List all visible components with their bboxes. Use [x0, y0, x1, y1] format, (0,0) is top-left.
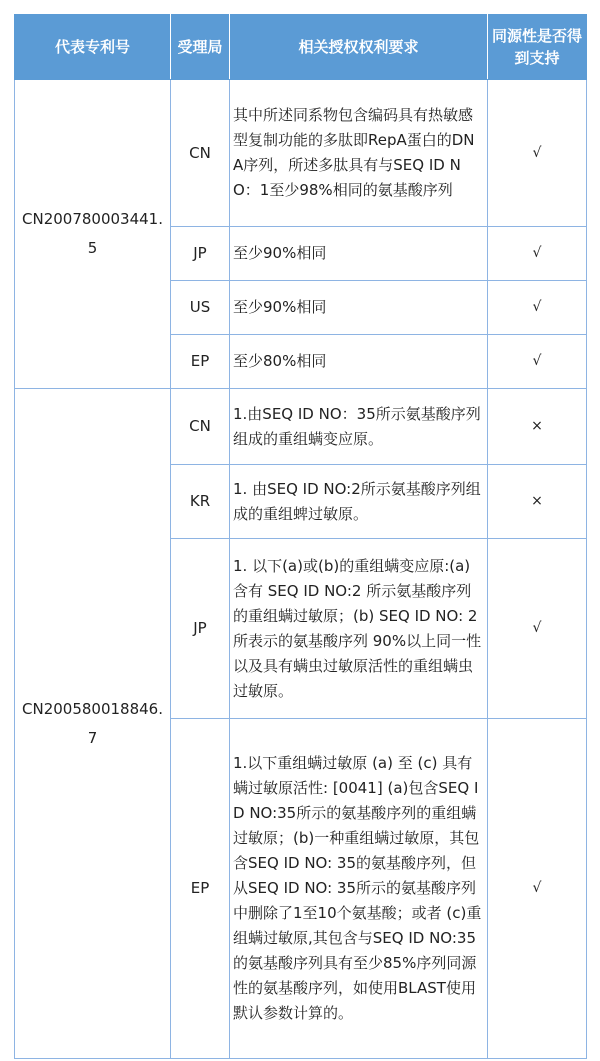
office-cell: EP [171, 335, 230, 389]
support-cell: √ [488, 80, 587, 227]
claim-cell: 至少80%相同 [230, 335, 488, 389]
office-cell: CN [171, 80, 230, 227]
support-cell: × [488, 389, 587, 465]
office-cell: EP [171, 719, 230, 1059]
patent-number-cell: CN200580018846.7 [15, 389, 171, 1059]
claim-cell: 1.由SEQ ID NO：35所示氨基酸序列组成的重组螨变应原。 [230, 389, 488, 465]
support-cell: √ [488, 335, 587, 389]
patent-comparison-table [14, 14, 587, 1059]
claim-cell: 至少90%相同 [230, 281, 488, 335]
header-row [15, 15, 587, 80]
office-cell: US [171, 281, 230, 335]
claim-cell: 至少90%相同 [230, 227, 488, 281]
office-cell: CN [171, 389, 230, 465]
support-cell: × [488, 465, 587, 539]
table-row [15, 80, 587, 227]
table-body [15, 80, 587, 1059]
table-header [15, 15, 587, 80]
patent-number-cell: CN200780003441.5 [15, 80, 171, 389]
support-cell: √ [488, 719, 587, 1059]
office-cell: JP [171, 539, 230, 719]
header-patent-number: 代表专利号 [15, 15, 171, 80]
support-cell: √ [488, 281, 587, 335]
support-cell: √ [488, 539, 587, 719]
claim-cell: 其中所述同系物包含编码具有热敏感型复制功能的多肽即RepA蛋白的DNA序列，所述多肽具有与SEQ ID NO：1至少98%相同的氨基酸序列 [230, 80, 488, 227]
header-office: 受理局 [171, 15, 230, 80]
claim-cell: 1.以下重组螨过敏原 (a) 至 (c) 具有螨过敏原活性: [0041] (a)包含SEQ ID NO:35所示的氨基酸序列的重组螨过敏原；(b)一种重组螨过敏原，其包含SEQ ID NO: 35的氨基酸序列，但从SEQ ID NO: 35所示的氨基酸序列中删除了1至10个氨基酸；或者 (c)重组螨过敏原,其包含与SEQ ID NO:35的氨基酸序列具有至少85%序列同源性的氨基酸序列，如使用BLAST使用默认参数计算的。 [230, 719, 488, 1059]
header-claims: 相关授权权利要求 [230, 15, 488, 80]
claim-cell: 1. 以下(a)或(b)的重组螨变应原:(a)含有 SEQ ID NO:2 所示氨基酸序列的重组螨过敏原；(b) SEQ ID NO: 2 所表示的氨基酸序列 90%以上同一性以及具有螨虫过敏原活性的重组螨虫过敏原。 [230, 539, 488, 719]
table-row [15, 389, 587, 465]
header-support: 同源性是否得到支持 [488, 15, 587, 80]
claim-cell: 1. 由SEQ ID NO:2所示氨基酸序列组成的重组蜱过敏原。 [230, 465, 488, 539]
support-cell: √ [488, 227, 587, 281]
office-cell: JP [171, 227, 230, 281]
office-cell: KR [171, 465, 230, 539]
